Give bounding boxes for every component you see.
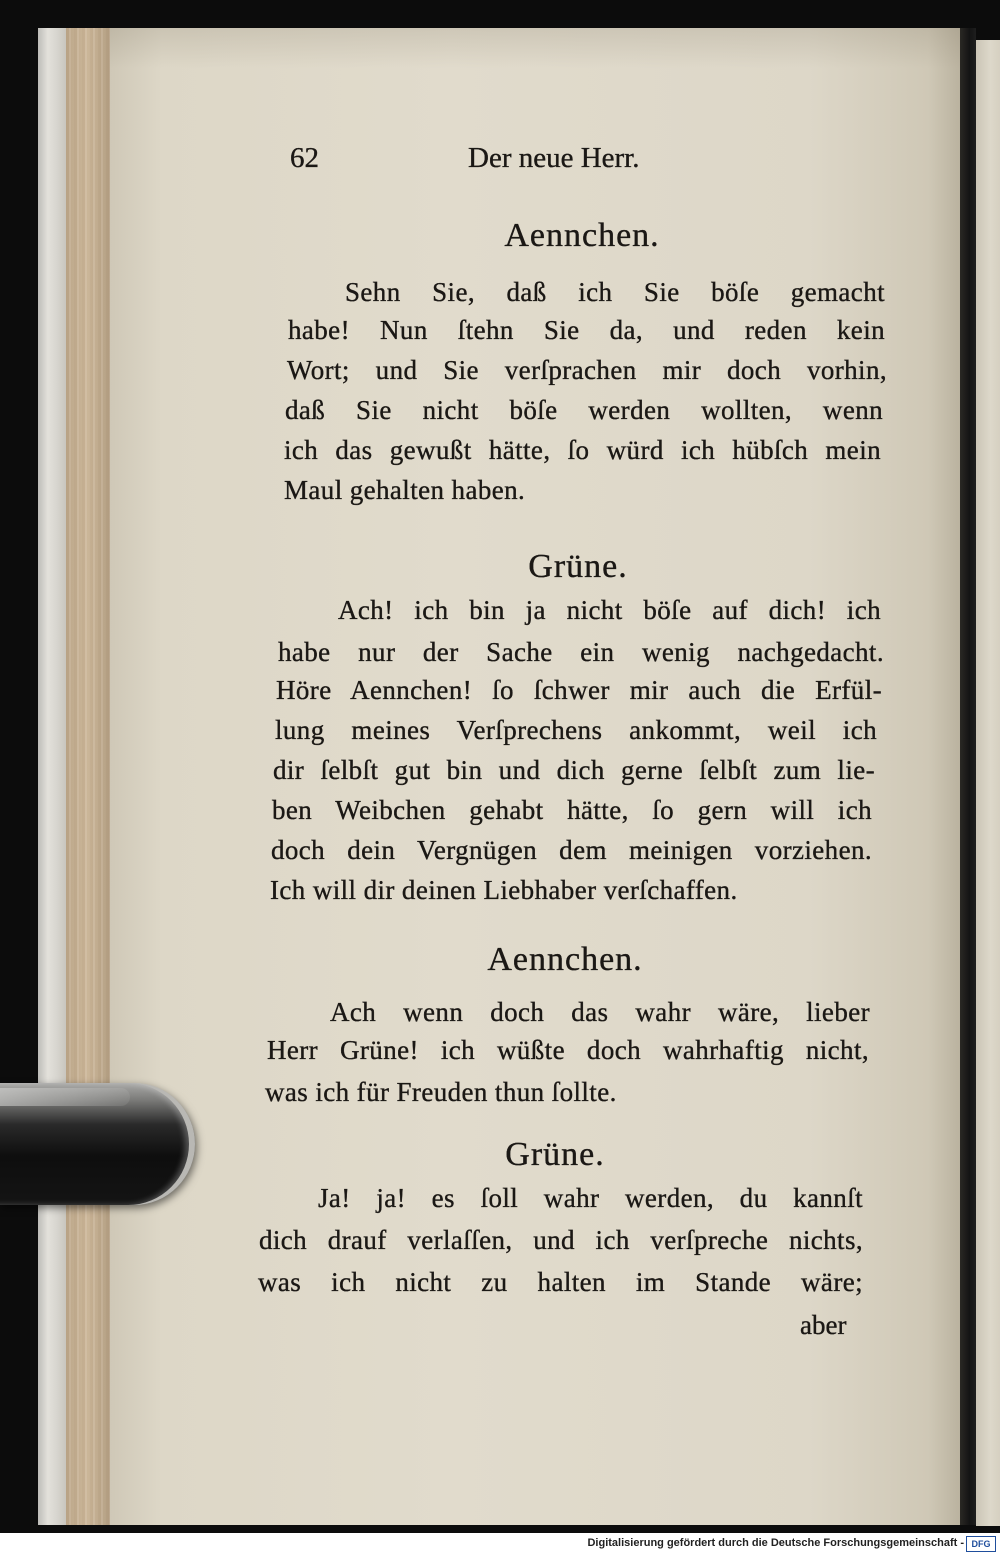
text-line: Wort; und Sie verſprachen mir doch vorhin, (287, 355, 887, 385)
text-line: Sehn Sie, daß ich Sie böſe gemacht (345, 277, 885, 307)
footer-credit: Digitalisierung gefördert durch die Deutsche Forschungsgemeinschaft - (587, 1537, 964, 1549)
dfg-logo: DFG (966, 1536, 996, 1552)
catchword: aber (800, 1310, 847, 1340)
text-line: ich das gewußt hätte, ſo würd ich hübſch mein (284, 435, 881, 465)
text-line: habe nur der Sache ein wenig nachgedacht. (278, 637, 884, 667)
text-line: Ja! ja! es ſoll wahr werden, du kannſt (318, 1183, 863, 1213)
text-line: lung meines Verſprechens ankommt, weil ich (275, 715, 877, 745)
speaker-heading: Grüne. (528, 548, 628, 585)
book-gutter (960, 28, 976, 1525)
text-line: Ach wenn doch das wahr wäre, lieber (330, 997, 870, 1027)
text-line: Ach! ich bin ja nicht böſe auf dich! ich (338, 595, 881, 625)
page-stack-edge (38, 28, 66, 1525)
text-line: Höre Aennchen! ſo ſchwer mir auch die Erfül- (276, 675, 882, 705)
text-line: daß Sie nicht böſe werden wollten, wenn (285, 395, 883, 425)
speaker-heading: Aennchen. (504, 217, 660, 254)
facing-page-edge (976, 40, 1000, 1526)
page-number: 62 (290, 142, 319, 174)
text-line: Herr Grüne! ich wüßte doch wahrhaftig nicht, (267, 1035, 869, 1065)
page-stack-tinted-edge (66, 28, 110, 1525)
text-line: doch dein Vergnügen dem meinigen vorziehen. (271, 835, 872, 865)
text-line: dir ſelbſt gut bin und dich gerne ſelbſt zum lie- (273, 755, 875, 785)
text-line: Maul gehalten haben. (284, 475, 526, 505)
running-title: Der neue Herr. (468, 142, 640, 174)
page-top-shadow (110, 28, 962, 68)
text-line: dich drauf verlaſſen, und ich verſpreche nichts, (259, 1225, 863, 1255)
text-line: ben Weibchen gehabt hätte, ſo gern will ich (272, 795, 872, 825)
text-line: Ich will dir deinen Liebhaber verſchaffen. (270, 875, 738, 905)
text-line: was ich nicht zu halten im Stande wäre; (258, 1267, 863, 1297)
text-line: was ich für Freuden thun ſollte. (265, 1077, 617, 1107)
page-clip-highlight (0, 1088, 130, 1106)
text-line: habe! Nun ſtehn Sie da, und reden kein (288, 315, 885, 345)
speaker-heading: Aennchen. (487, 941, 643, 978)
speaker-heading: Grüne. (505, 1136, 605, 1173)
